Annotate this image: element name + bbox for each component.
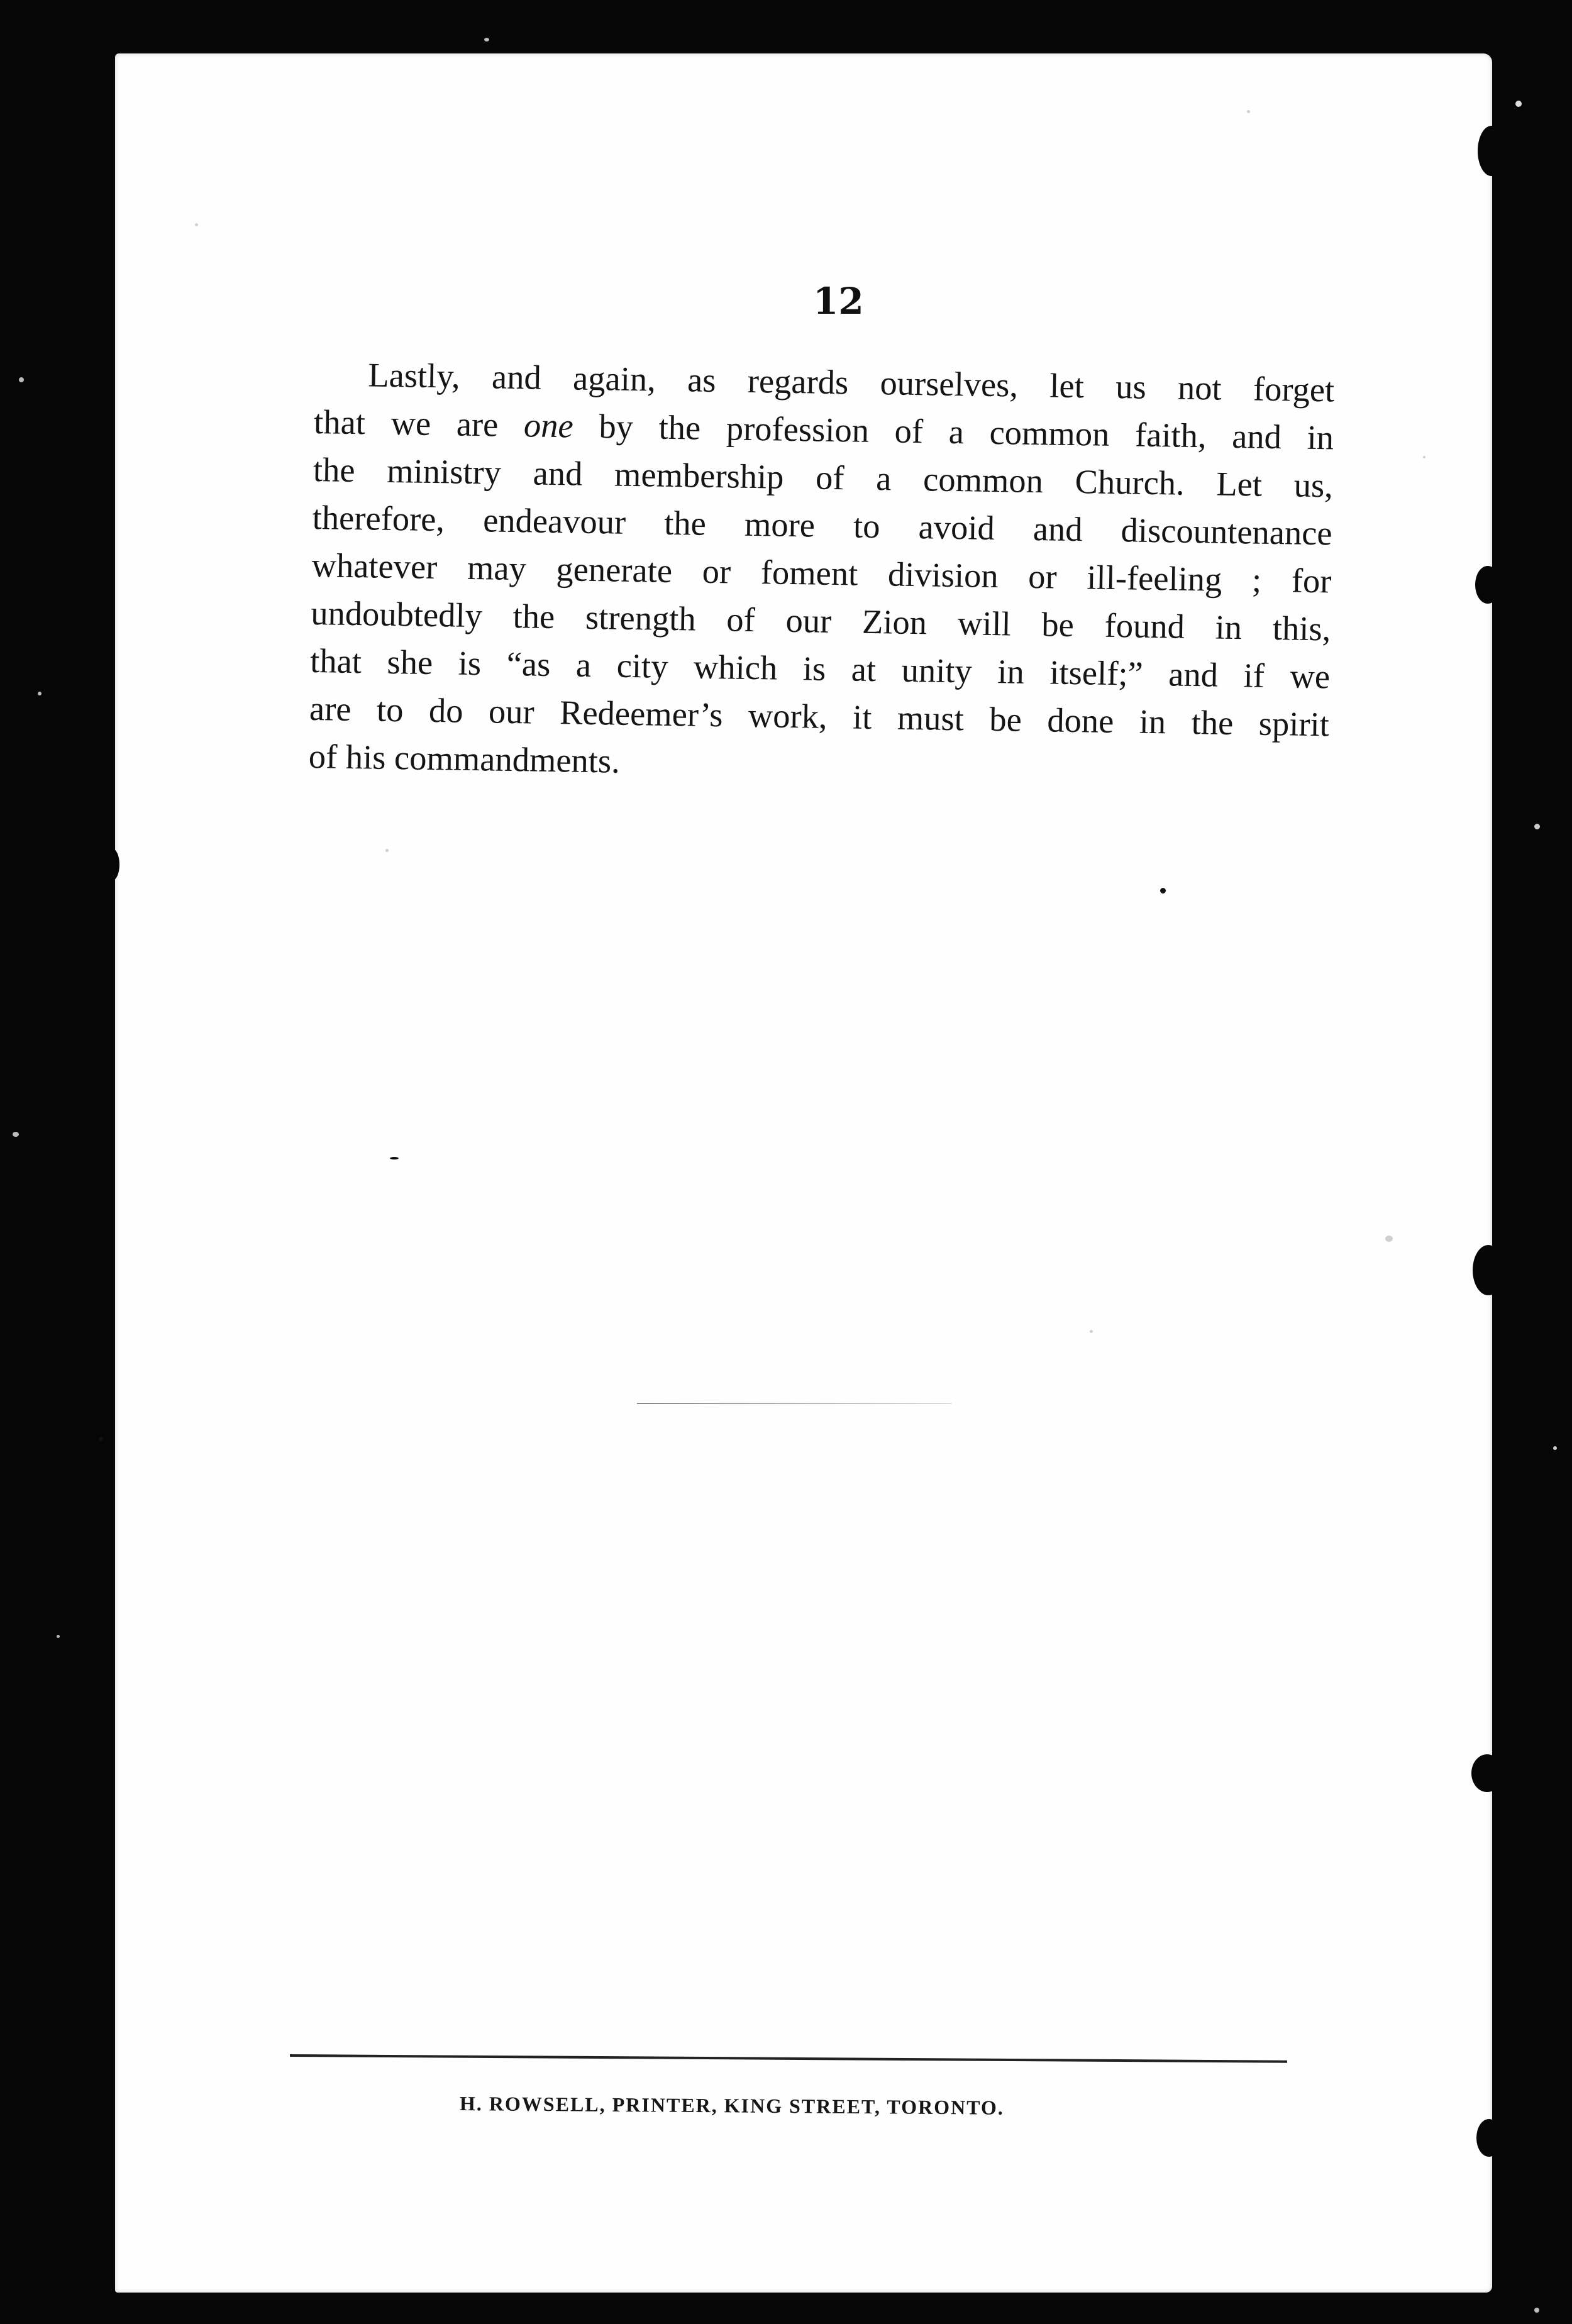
paper-speck bbox=[1385, 1236, 1393, 1242]
paper-speck bbox=[1247, 110, 1250, 113]
paragraph-line-9: of his commandments. bbox=[308, 736, 621, 780]
edge-notch bbox=[1475, 566, 1500, 604]
edge-notch bbox=[1478, 126, 1505, 176]
paragraph-line-5: whatever may generate or foment division or ill-feeling ; for bbox=[311, 545, 1332, 600]
printer-imprint: H. ROWSELL, PRINTER, KING STREET, TORONTO. bbox=[459, 2092, 1004, 2119]
edge-notch bbox=[1471, 1754, 1503, 1792]
edge-notch bbox=[1473, 1245, 1504, 1295]
scan-noise bbox=[57, 1635, 60, 1638]
paragraph-line-3: the ministry and membership of a common Church. Let us, bbox=[313, 450, 1334, 505]
scan-noise bbox=[13, 1132, 19, 1137]
paragraph-line-6: undoubtedly the strength of our Zion will be found in this, bbox=[310, 593, 1331, 648]
line-2-start: that we are bbox=[313, 402, 524, 445]
paper-speck bbox=[195, 223, 198, 226]
ink-speck bbox=[1160, 888, 1166, 894]
scan-noise bbox=[19, 377, 24, 382]
ink-speck bbox=[99, 1437, 103, 1441]
scan-noise bbox=[1534, 2308, 1539, 2313]
ink-speck bbox=[390, 1157, 399, 1159]
imprint-rule bbox=[290, 2054, 1287, 2063]
paragraph-line-7: that she is “as a city which is at unity in itself;” and if we bbox=[309, 641, 1331, 696]
edge-notch bbox=[1476, 2119, 1502, 2157]
edge-notch bbox=[106, 849, 119, 880]
scan-noise bbox=[1553, 1446, 1557, 1450]
scan-noise bbox=[1534, 824, 1540, 829]
emphasized-word: one bbox=[523, 406, 574, 445]
paper-page bbox=[115, 53, 1492, 2293]
scan-noise bbox=[1515, 101, 1522, 107]
scan-noise bbox=[484, 38, 489, 42]
scan-noise bbox=[38, 692, 42, 695]
paper-speck bbox=[1090, 1330, 1093, 1333]
paragraph-line-1: Lastly, and again, as regards ourselves, let us not forget bbox=[367, 355, 1335, 409]
body-paragraph bbox=[308, 350, 1335, 796]
faint-rule bbox=[637, 1403, 951, 1404]
line-2-end: by the profession of a common faith, and in bbox=[573, 406, 1334, 457]
paragraph-line-4: therefore, endeavour the more to avoid and discountenance bbox=[312, 497, 1333, 553]
paragraph-line-8: are to do our Redeemer’s work, it must be done in the spirit bbox=[309, 689, 1330, 744]
page-number: 12 bbox=[813, 280, 864, 323]
paper-speck bbox=[385, 849, 389, 852]
paper-speck bbox=[1423, 456, 1425, 458]
